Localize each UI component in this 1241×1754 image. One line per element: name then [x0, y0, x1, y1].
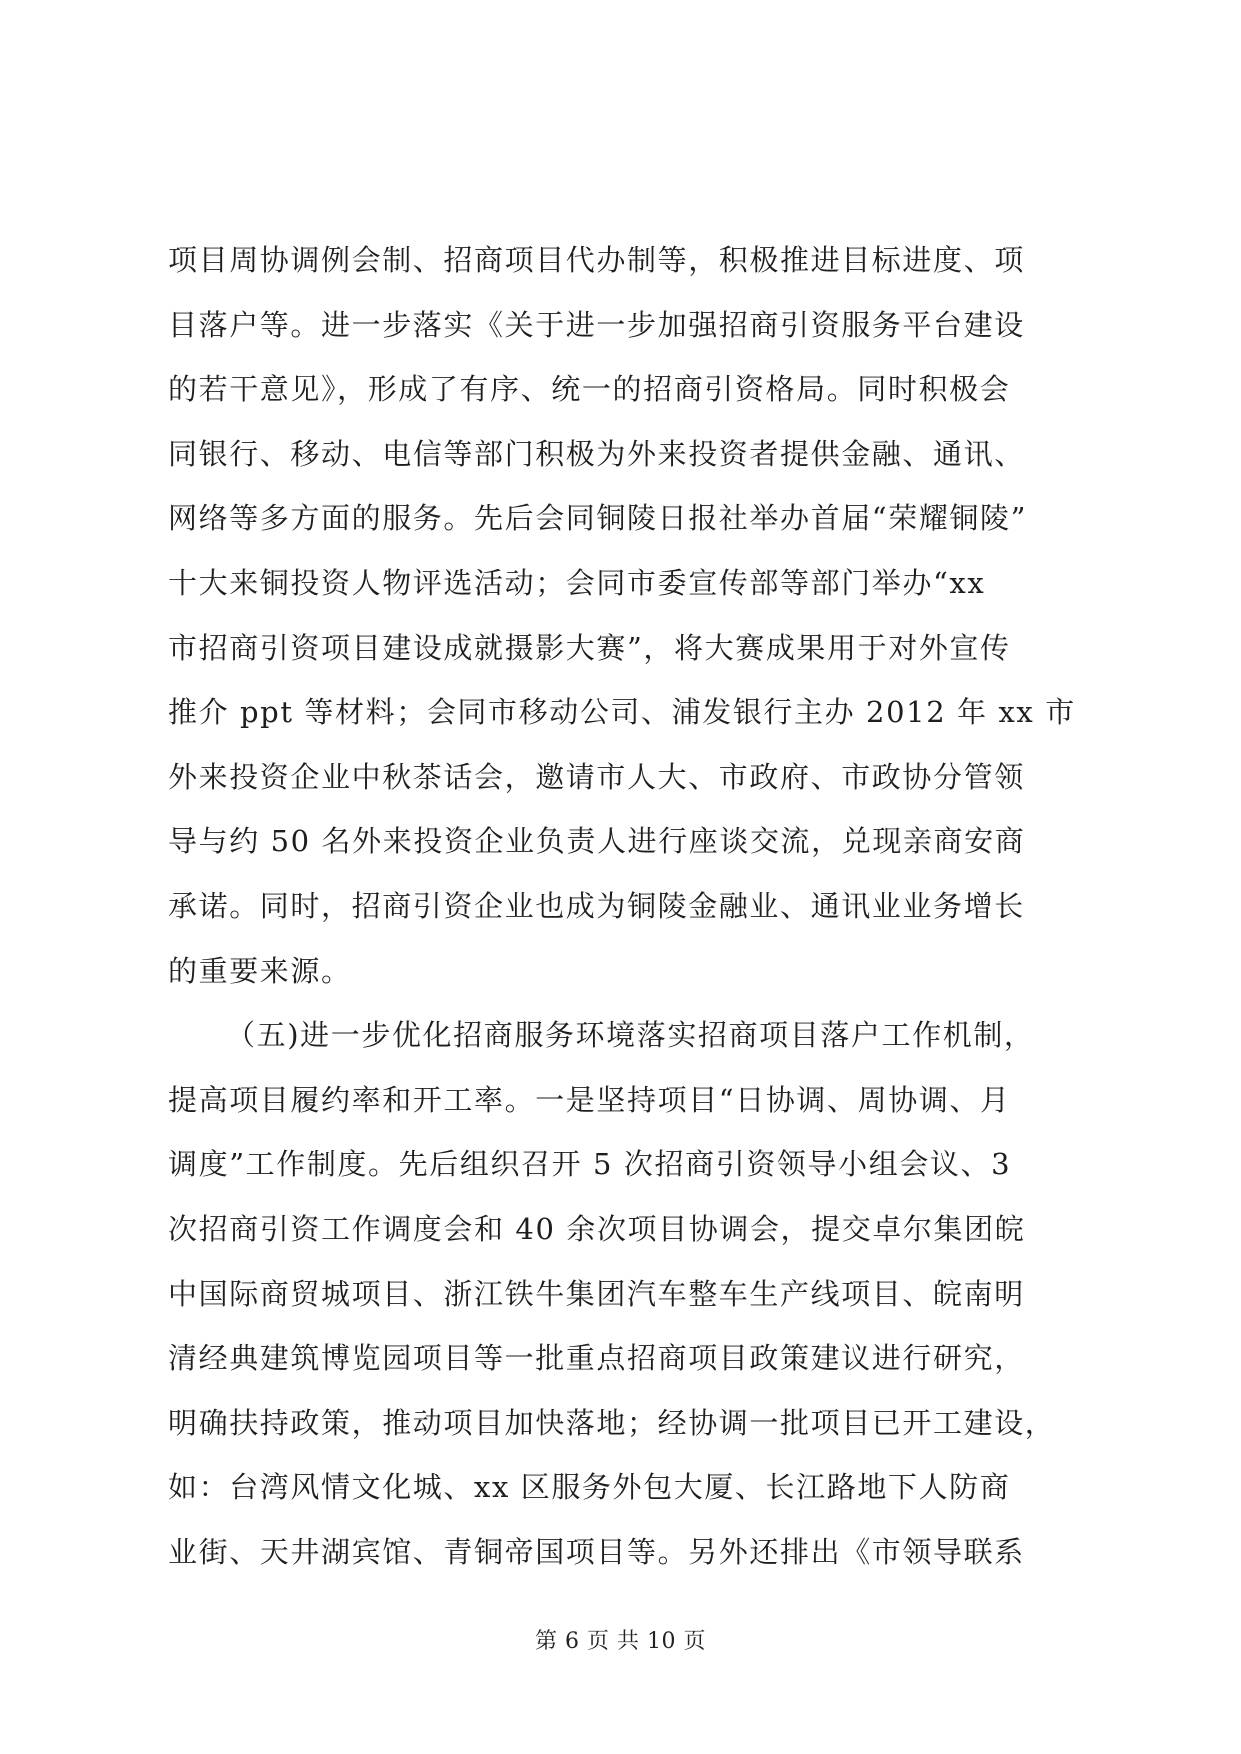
text-line: 推介 ppt 等材料；会同市移动公司、浦发银行主办 2012 年 xx 市 — [168, 695, 1076, 730]
text-line: 次招商引资工作调度会和 40 余次项目协调会，提交卓尔集团皖 — [168, 1211, 1026, 1246]
text-line: 项目周协调例会制、招商项目代办制等，积极推进目标进度、项 — [168, 243, 1025, 277]
text-line: 调度”工作制度。先后组织召开 5 次招商引资领导小组会议、3 — [168, 1147, 1012, 1182]
text-line: 的重要来源。 — [168, 953, 352, 988]
text-line: 外来投资企业中秋茶话会，邀请市人大、市政府、市政协分管领 — [168, 759, 1025, 794]
text-line: 十大来铜投资人物评选活动；会同市委宣传部等部门举办“xx — [168, 565, 986, 600]
body-text — [168, 228, 1080, 1584]
text-line: 网络等多方面的服务。先后会同铜陵日报社举办首届“荣耀铜陵” — [168, 501, 1028, 536]
paragraph-heading-line: （五)进一步优化招商服务环境落实招商项目落户工作机制， — [226, 1018, 1035, 1053]
text-line: 业街、天井湖宾馆、青铜帝国项目等。另外还排出《市领导联系 — [168, 1534, 1025, 1569]
text-line: 同银行、移动、电信等部门积极为外来投资者提供金融、通讯、 — [168, 436, 1025, 471]
text-line: 提高项目履约率和开工率。一是坚持项目“日协调、周协调、月 — [168, 1082, 1011, 1117]
text-line: 承诺。同时，招商引资企业也成为铜陵金融业、通讯业业务增长 — [168, 888, 1025, 923]
text-line: 中国际商贸城项目、浙江铁牛集团汽车整车生产线项目、皖南明 — [168, 1276, 1025, 1311]
text-line: 导与约 50 名外来投资企业负责人进行座谈交流，兑现亲商安商 — [168, 824, 1026, 859]
text-line: 的若干意见》，形成了有序、统一的招商引资格局。同时积极会 — [168, 372, 1011, 407]
page-number-footer: 第 6 页 共 10 页 — [535, 1629, 706, 1654]
text-line: 如：台湾风情文化城、xx 区服务外包大厦、长江路地下人防商 — [168, 1470, 1011, 1505]
text-line: 明确扶持政策，推动项目加快落地；经协调一批项目已开工建设， — [168, 1405, 1056, 1440]
text-line: 目落户等。进一步落实《关于进一步加强招商引资服务平台建设 — [168, 307, 1025, 342]
text-line: 清经典建筑博览园项目等一批重点招商项目政策建议进行研究， — [168, 1341, 1025, 1376]
text-line: 市招商引资项目建设成就摄影大赛”，将大赛成果用于对外宣传 — [168, 630, 1011, 665]
